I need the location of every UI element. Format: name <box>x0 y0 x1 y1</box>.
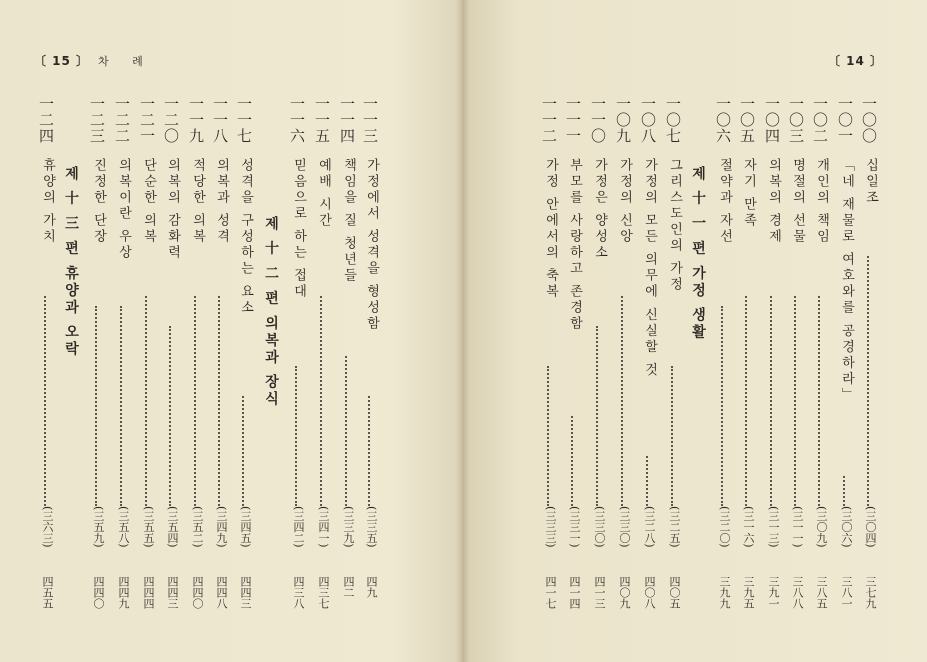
entry-page: (三五二) <box>191 506 204 548</box>
entry-number: 一一八 <box>211 96 229 144</box>
page-number-left: 〔 15 〕 <box>34 54 90 68</box>
leader-dots <box>571 416 573 506</box>
entry-page-alt: 四三七 <box>317 576 330 609</box>
entry-page-alt: 三八八 <box>791 576 804 609</box>
entry-title: 의복이란 우상 <box>116 158 131 262</box>
toc-entry <box>661 96 683 616</box>
leader-dots <box>345 356 347 506</box>
toc-entry <box>561 96 583 616</box>
entry-page-alt: 四四四 <box>142 576 155 609</box>
entry-number: 一〇八 <box>639 96 657 144</box>
entry-title: 명절의 선물 <box>790 158 805 246</box>
entry-page: (三一一) <box>791 506 804 548</box>
leader-dots <box>621 296 623 506</box>
entry-page: (三四五) <box>239 506 252 548</box>
entry-page: (三五九) <box>92 506 105 548</box>
entry-number: 一〇四 <box>763 96 781 144</box>
toc-entry <box>184 96 206 616</box>
entry-page-alt: 四一四 <box>568 576 581 609</box>
entry-number: 一一〇 <box>589 96 607 144</box>
toc-entry <box>34 96 56 616</box>
entry-title: 개인의 책임 <box>814 158 829 246</box>
entry-page-alt: 四〇八 <box>643 576 656 609</box>
entry-title: 단순한 의복 <box>141 158 156 246</box>
entry-page: (三五四) <box>166 506 179 548</box>
leader-dots <box>320 296 322 506</box>
section-heading <box>685 96 707 616</box>
leader-dots <box>745 296 747 506</box>
entry-number: 一一九 <box>187 96 205 144</box>
entry-page: (三一三) <box>767 506 780 548</box>
leader-dots <box>44 296 46 506</box>
entry-page-alt: 四〇九 <box>618 576 631 609</box>
book-gutter <box>456 0 470 662</box>
entry-page: (三〇九) <box>815 506 828 548</box>
toc-entry <box>636 96 658 616</box>
toc-entry <box>537 96 559 616</box>
entry-number: 一二四 <box>37 96 55 144</box>
toc-entry <box>735 96 757 616</box>
entry-number: 一一七 <box>235 96 253 144</box>
toc-entry <box>760 96 782 616</box>
leader-dots <box>843 476 845 506</box>
toc-entry <box>833 96 855 616</box>
toc-entry <box>285 96 307 616</box>
toc-entry <box>110 96 132 616</box>
toc-entry <box>232 96 254 616</box>
page-number-right: 〔 14 〕 <box>828 54 884 68</box>
leader-dots <box>242 396 244 506</box>
entry-number: 一二〇 <box>162 96 180 144</box>
toc-entry <box>711 96 733 616</box>
entry-page-alt: 四二 <box>342 576 355 598</box>
entry-page-alt: 四四〇 <box>191 576 204 609</box>
entry-page: (三一六) <box>742 506 755 548</box>
entry-number: 一〇九 <box>614 96 632 144</box>
leader-dots <box>368 396 370 506</box>
leader-dots <box>818 296 820 506</box>
entry-page: (三二〇) <box>718 506 731 548</box>
leader-dots <box>770 296 772 506</box>
entry-page: (三三五) <box>365 506 378 548</box>
leader-dots <box>145 296 147 506</box>
entry-title: 믿음으로 하는 접대 <box>291 158 306 301</box>
entry-page: (三四一) <box>317 506 330 548</box>
entry-page-alt: 四四〇 <box>92 576 105 609</box>
leader-dots <box>867 256 869 506</box>
leader-dots <box>295 366 297 506</box>
entry-number: 一〇二 <box>811 96 829 144</box>
toc-entry <box>85 96 107 616</box>
entry-page: (三〇六) <box>840 506 853 548</box>
entry-title: 책임을 질 청년들 <box>341 158 356 285</box>
entry-page-alt: 四四三 <box>166 576 179 609</box>
entry-title: 진정한 단장 <box>91 158 106 246</box>
entry-page-alt: 三八五 <box>815 576 828 609</box>
entry-title: 의복의 경제 <box>766 158 781 246</box>
entry-title: 의복과 성격 <box>214 158 229 246</box>
entry-title: 가정의 모든 의무에 신실할 것 <box>642 158 657 379</box>
entry-number: 一〇五 <box>738 96 756 144</box>
leader-dots <box>646 456 648 506</box>
toc-entry <box>310 96 332 616</box>
entry-page-alt: 三七九 <box>864 576 877 609</box>
entry-page: (三五五) <box>142 506 155 548</box>
entry-page-alt: 三九一 <box>767 576 780 609</box>
entry-page-alt: 四五五 <box>41 576 54 609</box>
entry-title: 「네 재물로 여호와를 공경하라」 <box>839 158 854 404</box>
toc-entry <box>358 96 380 616</box>
entry-title: 자기 만족 <box>741 158 756 230</box>
section-label: 제 十 二 편 의복과 장식 <box>263 216 279 409</box>
toc-entry <box>784 96 806 616</box>
entry-page: (三三一) <box>568 506 581 548</box>
leader-dots <box>794 296 796 506</box>
entry-number: 一〇〇 <box>860 96 878 144</box>
entry-page-alt: 四一七 <box>544 576 557 609</box>
entry-page: (三二八) <box>643 506 656 548</box>
entry-title: 부모를 사랑하고 존경함 <box>567 158 582 333</box>
entry-page-alt: 四一三 <box>593 576 606 609</box>
leader-dots <box>721 306 723 506</box>
entry-page: (三四九) <box>215 506 228 548</box>
entry-title: 예배 시간 <box>316 158 331 230</box>
entry-number: 一〇七 <box>664 96 682 144</box>
toc-entry <box>208 96 230 616</box>
entry-title: 십일조 <box>863 158 878 206</box>
entry-title: 가정 안에서의 축복 <box>543 158 558 301</box>
entry-page-alt: 四四九 <box>117 576 130 609</box>
entry-page: (三三三) <box>544 506 557 548</box>
entry-page-alt: 三九五 <box>742 576 755 609</box>
entry-number: 一〇六 <box>714 96 732 144</box>
entry-title: 적당한 의복 <box>190 158 205 246</box>
toc-entry <box>335 96 357 616</box>
chapter-label: 차 례 <box>98 55 153 68</box>
entry-page-alt: 四四三 <box>239 576 252 609</box>
entry-number: 一〇一 <box>836 96 854 144</box>
entry-page: (三〇四) <box>864 506 877 548</box>
toc-entry <box>611 96 633 616</box>
entry-title: 절약과 자선 <box>717 158 732 246</box>
entry-number: 一一二 <box>540 96 558 144</box>
entry-page: (三三〇) <box>618 506 631 548</box>
entry-number: 一〇三 <box>787 96 805 144</box>
entry-title: 가정은 양성소 <box>592 158 607 262</box>
leader-dots <box>671 366 673 506</box>
entry-number: 一二一 <box>138 96 156 144</box>
leader-dots <box>95 306 97 506</box>
entry-title: 가정에서 성격을 형성함 <box>364 158 379 333</box>
entry-number: 一二二 <box>113 96 131 144</box>
entry-number: 一一四 <box>338 96 356 144</box>
entry-number: 一一一 <box>564 96 582 144</box>
entry-page: (三二五) <box>668 506 681 548</box>
entry-title: 성격을 구성하는 요소 <box>238 158 253 317</box>
leader-dots <box>547 366 549 506</box>
entry-title: 의복의 감화력 <box>165 158 180 262</box>
entry-number: 一一三 <box>361 96 379 144</box>
entry-page-alt: 四四八 <box>215 576 228 609</box>
leader-dots <box>218 296 220 506</box>
entry-number: 一一五 <box>313 96 331 144</box>
entry-page-alt: 四九 <box>365 576 378 598</box>
entry-number: 一二三 <box>88 96 106 144</box>
entry-page: (三六三) <box>41 506 54 548</box>
toc-entry <box>586 96 608 616</box>
entry-page-alt: 四〇五 <box>668 576 681 609</box>
entry-page-alt: 四三八 <box>292 576 305 609</box>
section-label: 제 十 一 편 가정 생활 <box>690 166 706 342</box>
leader-dots <box>194 296 196 506</box>
entry-title: 가정의 신앙 <box>617 158 632 246</box>
section-heading <box>258 96 280 616</box>
toc-entry <box>808 96 830 616</box>
entry-title: 그리스도인의 가정 <box>667 158 682 294</box>
entry-page: (三五八) <box>117 506 130 548</box>
entry-title: 휴양의 가치 <box>40 158 55 246</box>
entry-page-alt: 三九九 <box>718 576 731 609</box>
section-heading <box>58 96 80 616</box>
entry-number: 一一六 <box>288 96 306 144</box>
toc-entry <box>135 96 157 616</box>
entry-page: (三四二) <box>292 506 305 548</box>
entry-page-alt: 三八一 <box>840 576 853 609</box>
entry-page: (三三九) <box>342 506 355 548</box>
toc-entry <box>159 96 181 616</box>
leader-dots <box>169 326 171 506</box>
toc-entry <box>857 96 879 616</box>
leader-dots <box>596 326 598 506</box>
entry-page: (三三〇) <box>593 506 606 548</box>
section-label: 제 十 三 편 휴양과 오락 <box>63 166 79 359</box>
leader-dots <box>120 306 122 506</box>
